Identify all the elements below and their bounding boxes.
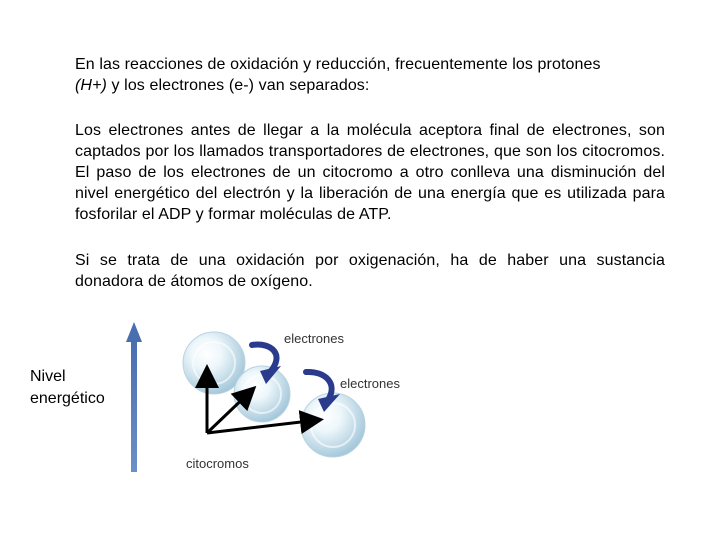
energy-level-label-line1: Nivel <box>30 368 66 385</box>
electron-transport-paragraph: Los electrones antes de llegar a la molécula aceptora final de electrones, son captados por los llamados transportadores de electrones, que son los citocromos. El paso de los electrones de un citocromo a otro conlleva una disminución del nivel energético del electrón y la liberación de una energía que es utilizada para fosforilar el ADP y formar moléculas de ATP. <box>75 122 665 223</box>
cytochrome-sphere-3 <box>301 393 365 457</box>
energy-level-label-line2: energético <box>30 390 105 407</box>
electrons-label-1: electrones <box>284 331 344 346</box>
intro-text: En las reacciones de oxidación y reducción, frecuentemente los protones <box>75 56 601 73</box>
intro-text-end: y los electrones (e-) van separados: <box>106 77 370 94</box>
oxygenation-paragraph: Si se trata de una oxidación por oxigenación, ha de haber una sustancia donadora de átomos de oxígeno. <box>75 252 665 290</box>
protons-symbol: (H+) <box>75 77 107 94</box>
electrons-label-2: electrones <box>340 376 400 391</box>
energy-axis-arrow <box>126 322 142 472</box>
cytochromes-label: citocromos <box>186 456 249 471</box>
